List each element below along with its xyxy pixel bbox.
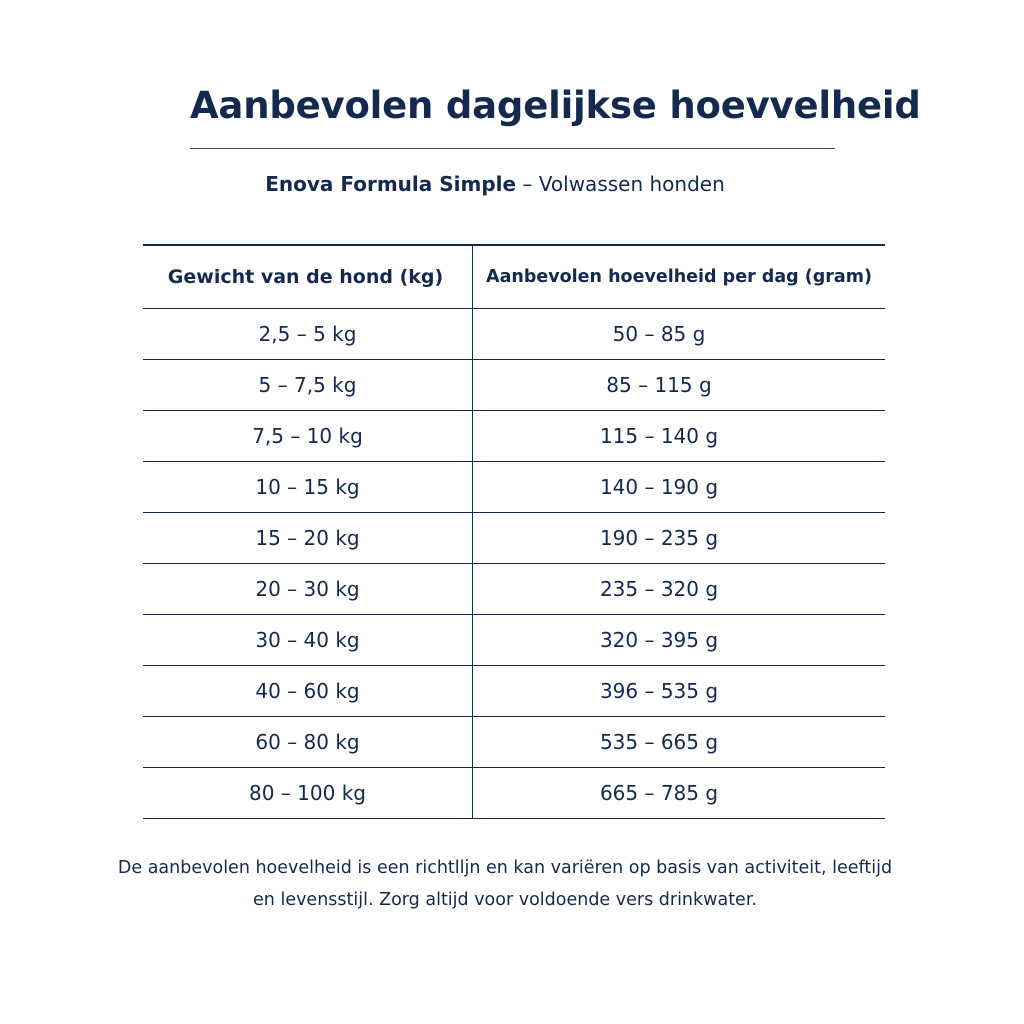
amount-cell: 396 – 535 g <box>473 665 886 716</box>
weight-cell: 20 – 30 kg <box>143 563 473 614</box>
feeding-table <box>143 244 885 819</box>
amount-cell: 50 – 85 g <box>473 308 886 359</box>
page-title: Aanbevolen dagelijkse hoevvelheid <box>190 84 921 127</box>
table-row <box>143 461 885 512</box>
weight-cell: 2,5 – 5 kg <box>143 308 473 359</box>
table-header-row <box>143 245 885 308</box>
weight-cell: 60 – 80 kg <box>143 716 473 767</box>
weight-cell: 15 – 20 kg <box>143 512 473 563</box>
amount-cell: 535 – 665 g <box>473 716 886 767</box>
table-row <box>143 410 885 461</box>
table-row <box>143 614 885 665</box>
table-row <box>143 359 885 410</box>
weight-column-header: Gewicht van de hond (kg) <box>143 245 473 308</box>
amount-column-header: Aanbevolen hoevelheid per dag (gram) <box>473 245 886 308</box>
table-row <box>143 308 885 359</box>
title-divider <box>190 148 835 149</box>
weight-cell: 80 – 100 kg <box>143 767 473 818</box>
amount-cell: 85 – 115 g <box>473 359 886 410</box>
table-row <box>143 512 885 563</box>
amount-cell: 320 – 395 g <box>473 614 886 665</box>
subtitle <box>0 172 990 196</box>
table-row <box>143 563 885 614</box>
footnote-line: De aanbevolen hoevelheid is een richtllјn en kan variëren op basis van activiteit, leeftijd <box>117 858 893 878</box>
table-header <box>143 245 885 308</box>
table-body <box>143 308 885 818</box>
weight-cell: 5 – 7,5 kg <box>143 359 473 410</box>
amount-cell: 140 – 190 g <box>473 461 886 512</box>
table-row <box>143 716 885 767</box>
weight-cell: 7,5 – 10 kg <box>143 410 473 461</box>
amount-cell: 190 – 235 g <box>473 512 886 563</box>
amount-cell: 115 – 140 g <box>473 410 886 461</box>
table-row <box>143 767 885 818</box>
weight-cell: 40 – 60 kg <box>143 665 473 716</box>
product-name: Enova Formula Simple <box>265 172 517 196</box>
amount-cell: 235 – 320 g <box>473 563 886 614</box>
weight-cell: 30 – 40 kg <box>143 614 473 665</box>
footnote <box>0 852 1010 916</box>
table-row <box>143 665 885 716</box>
weight-cell: 10 – 15 kg <box>143 461 473 512</box>
footnote-line: en levensstijl. Zorg altijd voor voldoende vers drinkwater. <box>253 890 757 910</box>
target-audience: Volwassen honden <box>538 172 725 196</box>
subtitle-separator: – <box>516 172 539 196</box>
amount-cell: 665 – 785 g <box>473 767 886 818</box>
